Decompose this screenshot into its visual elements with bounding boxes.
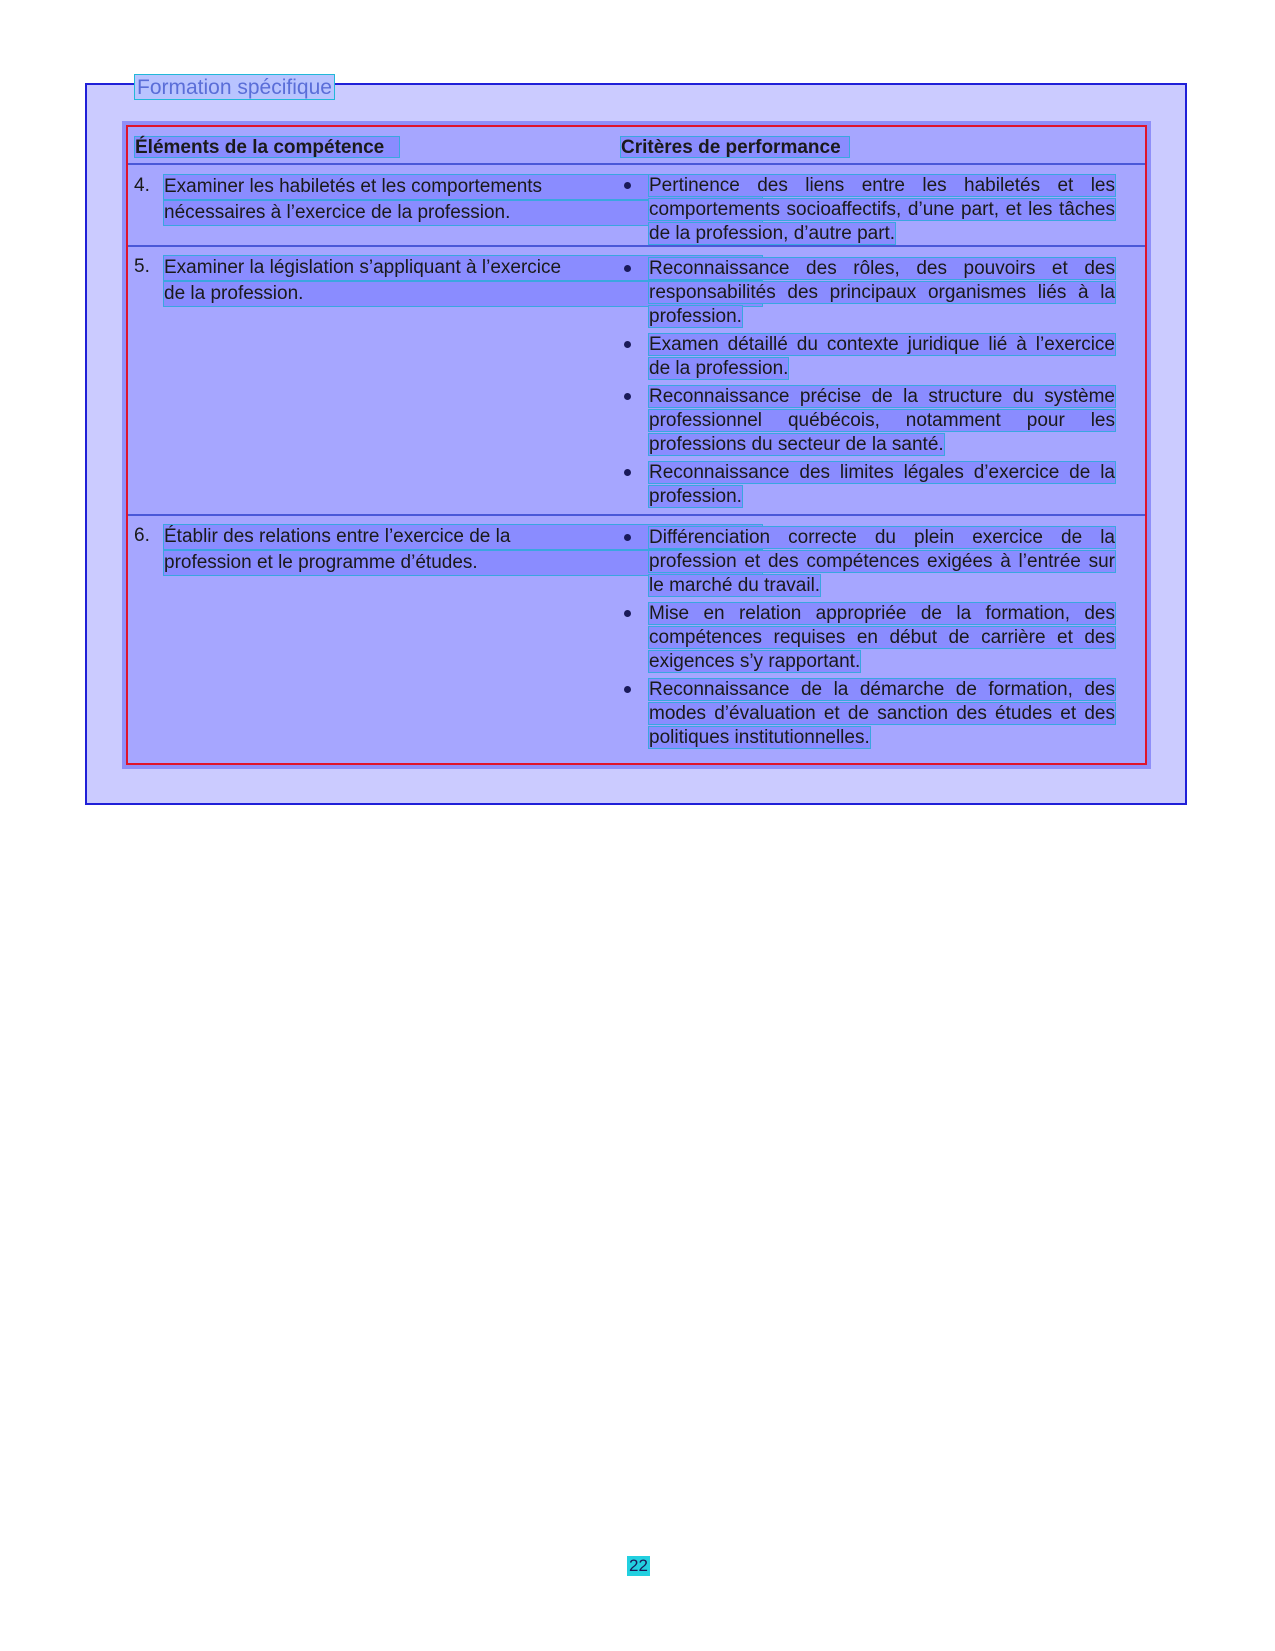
criterion-item [620,461,1115,509]
criterion-text: Reconnaissance précise de la structure du système professionnel québécois, notamment pour les professions du secteur de la santé. [649,386,1115,455]
criterion-item [620,678,1115,750]
page-number: 22 [629,1556,648,1575]
criteria-list-4 [620,174,1115,250]
element-text-line: Établir des relations entre l’exercice de la [163,524,763,550]
criterion-item [620,257,1115,329]
bullet-icon [620,260,640,278]
element-number: 6. [134,525,150,546]
bullet-icon [620,529,640,547]
section-title: Formation spécifique [134,74,335,100]
criterion-text: Différenciation correcte du plein exercice de la profession et des compétences exigées à l’entrée sur le marché du travail. [649,527,1115,596]
element-text-line: de la profession. [163,281,763,307]
header-divider [128,163,1145,165]
criteria-list-6 [620,526,1115,754]
criterion-item [620,333,1115,381]
bullet-icon [620,336,640,354]
element-number: 5. [134,256,150,277]
element-text-line: profession et le programme d’études. [163,550,763,576]
competence-table-box [126,125,1147,765]
element-number: 4. [134,175,150,196]
criterion-text: Mise en relation appropriée de la formation, des compétences requises en début de carrière et des exigences s’y rapportant. [649,603,1115,672]
row-divider [128,514,1145,516]
element-text-line: Examiner les habiletés et les comportements [163,174,763,200]
criterion-item [620,602,1115,674]
criterion-item [620,526,1115,598]
bullet-icon [620,388,640,406]
criterion-item [620,385,1115,457]
bullet-icon [620,177,640,195]
criterion-item [620,174,1115,246]
bullet-icon [620,605,640,623]
element-text-line: nécessaires à l’exercice de la profession. [163,200,763,226]
bullet-icon [620,464,640,482]
column-header-criteria: Critères de performance [620,136,850,158]
column-header-elements: Éléments de la compétence [134,136,400,158]
competence-table [122,121,1151,769]
criterion-text: Reconnaissance des limites légales d’exercice de la profession. [649,462,1115,507]
criterion-text: Pertinence des liens entre les habiletés et les comportements socioaffectifs, d’une part, et les tâches de la profession, d’autre part. [649,175,1115,244]
criterion-text: Reconnaissance de la démarche de formation, des modes d’évaluation et de sanction des études et des politiques institutionnelles. [649,679,1115,748]
criteria-list-5 [620,257,1115,513]
criterion-text: Reconnaissance des rôles, des pouvoirs et des responsabilités des principaux organismes liés à la profession. [649,258,1115,327]
element-text-line: Examiner la législation s’appliquant à l’exercice [163,255,763,281]
row-divider [128,245,1145,247]
criterion-text: Examen détaillé du contexte juridique lié à l’exercice de la profession. [649,334,1115,379]
bullet-icon [620,681,640,699]
